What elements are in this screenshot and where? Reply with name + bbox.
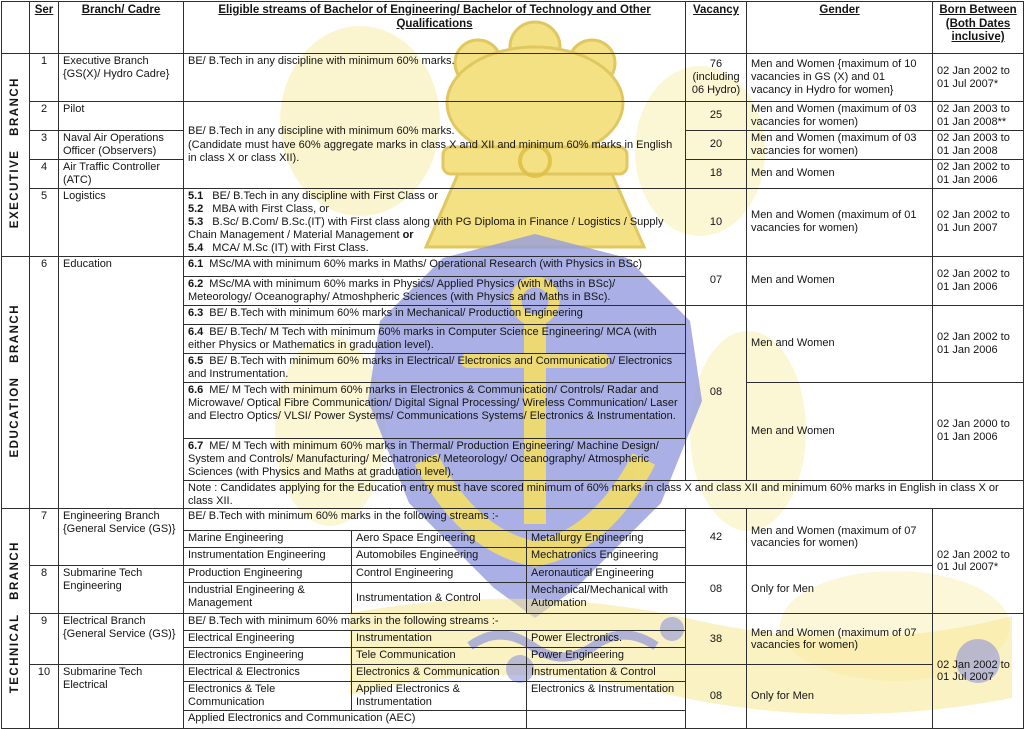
branch-cell: Engineering Branch {General Service (GS)} — [59, 509, 184, 566]
stream-cell: Instrumentation Engineering — [184, 548, 352, 566]
born-cell: 02 Jan 2002 to 01 Jul 2007 — [933, 614, 1024, 729]
eligible-head-cell: BE/ B.Tech with minimum 60% marks in the following streams :- — [184, 509, 686, 531]
recruitment-notice-page — [0, 1, 1024, 725]
born-cell: 02 Jan 2003 to 01 Jan 2008 — [933, 130, 1024, 159]
ser-cell: 2 — [30, 102, 59, 131]
branch-cell: Electrical Branch {General Service (GS)} — [59, 614, 184, 665]
vacancy-cell: 20 — [686, 130, 747, 159]
stream-cell: Marine Engineering — [184, 531, 352, 548]
stream-cell: Applied Electronics & Instrumentation — [352, 682, 527, 711]
vacancy-cell: 07 — [686, 256, 747, 305]
group-label-education-branch: EDUCATION BRANCH — [2, 256, 30, 509]
stream-cell: Electronics & Instrumentation — [527, 682, 686, 711]
born-cell: 02 Jan 2002 to 01 Jan 2006 — [933, 256, 1024, 305]
header-gender: Gender — [747, 2, 933, 54]
gender-cell: Men and Women (maximum of 03 vacancies for women) — [747, 130, 933, 159]
eligible-cell: 6.2 MSc/MA with minimum 60% marks in Physics/ Applied Physics (with Maths in BSc)/ Meteorology/ Oceanography/ Atmoshpheric Sciences (with Physics and Maths in BSc). — [184, 276, 686, 305]
stream-cell: Control Engineering — [352, 566, 527, 583]
stream-cell: Electronics & Tele Communication — [184, 682, 352, 711]
stream-cell: Electronics & Communication — [352, 665, 527, 682]
header-ser: Ser — [30, 2, 59, 54]
stream-cell: Electronics Engineering — [184, 648, 352, 665]
table-row — [2, 614, 1024, 631]
born-cell: 02 Jan 2002 to 01 Jul 2007* — [933, 54, 1024, 102]
table-row — [2, 102, 1024, 131]
gender-cell: Men and Women {maximum of 10 vacancies in GS (X) and 01 vacancy in Hydro for women} — [747, 54, 933, 102]
branch-cell: Naval Air Operations Officer (Observers) — [59, 130, 184, 159]
stream-cell: Instrumentation & Control — [352, 583, 527, 614]
stream-cell: Instrumentation & Control — [527, 665, 686, 682]
vacancy-cell: 42 — [686, 509, 747, 566]
ser-cell: 9 — [30, 614, 59, 665]
vacancy-cell: 10 — [686, 188, 747, 256]
eligible-cell: 6.4 BE/ B.Tech/ M Tech with minimum 60% marks in Computer Science Engineering/ MCA (with either Physics or Mathematics in graduation level). — [184, 324, 686, 353]
table-row — [2, 566, 1024, 583]
stream-cell: Aeronautical Engineering — [527, 566, 686, 583]
recruitment-table — [1, 1, 1024, 729]
eligible-cell: 6.3 BE/ B.Tech with minimum 60% marks in Mechanical/ Production Engineering — [184, 305, 686, 324]
group-label-technical-branch: TECHNICAL BRANCH — [2, 509, 30, 729]
header-branch: Branch/ Cadre — [59, 2, 184, 54]
gender-cell: Men and Women (maximum of 01 vacancies for women) — [747, 188, 933, 256]
vacancy-cell: 08 — [686, 665, 747, 729]
stream-cell: Electrical Engineering — [184, 631, 352, 648]
empty-cell — [527, 711, 686, 729]
stream-cell: Mechatronics Engineering — [527, 548, 686, 566]
header-born: Born Between (Both Dates inclusive) — [933, 2, 1024, 54]
stream-cell: Aero Space Engineering — [352, 531, 527, 548]
born-cell: 02 Jan 2002 to 01 Jan 2006 — [933, 305, 1024, 382]
stream-cell: Mechanical/Mechanical with Automation — [527, 583, 686, 614]
stream-cell: Power Engineering — [527, 648, 686, 665]
table-row — [2, 509, 1024, 531]
stream-cell: Automobiles Engineering — [352, 548, 527, 566]
eligible-cell: BE/ B.Tech in any discipline with minimum 60% marks. (Candidate must have 60% aggregate marks in class X and XII and minimum 60% marks in English in class X or class XII). — [184, 102, 686, 189]
eligible-cell: 5.1 BE/ B.Tech in any discipline with First Class or 5.2 MBA with First Class, or 5.3 B.Sc/ B.Com/ B.Sc.(IT) with First class along with PG Diploma in Finance / Logistics / Supply Chain Management / Material Management or 5.4 MCA/ M.Sc (IT) with First Class. — [184, 188, 686, 256]
header-eligible: Eligible streams of Bachelor of Engineering/ Bachelor of Technology and Other Qualifications — [184, 2, 686, 54]
branch-cell: Pilot — [59, 102, 184, 131]
gender-cell: Men and Women — [747, 256, 933, 305]
stream-cell: Metallurgy Engineering — [527, 531, 686, 548]
stream-cell: Tele Communication — [352, 648, 527, 665]
vacancy-cell: 08 — [686, 305, 747, 480]
gender-cell: Men and Women — [747, 382, 933, 480]
eligible-cell: BE/ B.Tech in any discipline with minimum 60% marks. — [184, 54, 686, 102]
stream-cell: Instrumentation — [352, 631, 527, 648]
corner-cell — [2, 2, 30, 54]
group-label-executive-branch: EXECUTIVE BRANCH — [2, 54, 30, 257]
eligible-cell: 6.1 MSc/MA with minimum 60% marks in Maths/ Operational Research (with Physics in BSc) — [184, 256, 686, 276]
eligible-cell: 6.7 ME/ M Tech with minimum 60% marks in Thermal/ Production Engineering/ Machine Design/ System and Controls/ Manufacturing/ Mechatronics/ Meteorology/ Oceanography/ Atmospheric Sciences (with Physics and Maths at graduation level). — [184, 438, 686, 480]
gender-cell: Men and Women (maximum of 07 vacancies for women) — [747, 509, 933, 566]
ser-cell: 6 — [30, 256, 59, 509]
ser-cell: 8 — [30, 566, 59, 614]
born-cell: 02 Jan 2000 to 01 Jan 2006 — [933, 382, 1024, 480]
branch-cell: Executive Branch {GS(X)/ Hydro Cadre} — [59, 54, 184, 102]
born-cell: 02 Jan 2003 to 01 Jan 2008** — [933, 102, 1024, 131]
table-row — [2, 188, 1024, 256]
ser-cell: 3 — [30, 130, 59, 159]
born-cell: 02 Jan 2002 to 01 Jun 2007 — [933, 188, 1024, 256]
eligible-cell: 6.5 BE/ B.Tech with minimum 60% marks in Electrical/ Electronics and Communication/ Electronics and Instrumentation. — [184, 353, 686, 382]
ser-cell: 7 — [30, 509, 59, 566]
vacancy-cell: 18 — [686, 159, 747, 188]
branch-cell: Education — [59, 256, 184, 509]
header-vacancy: Vacancy — [686, 2, 747, 54]
stream-cell: Electrical & Electronics — [184, 665, 352, 682]
gender-cell: Men and Women (maximum of 03 vacancies for women) — [747, 102, 933, 131]
education-note: Note : Candidates applying for the Education entry must have scored minimum of 60% marks in class X and class XII and minimum 60% marks in English in class X or class XII. — [184, 480, 1024, 509]
gender-cell: Men and Women — [747, 159, 933, 188]
vacancy-cell: 25 — [686, 102, 747, 131]
table-row — [2, 665, 1024, 682]
gender-cell: Only for Men — [747, 665, 933, 729]
eligible-cell: 6.6 ME/ M Tech with minimum 60% marks in Electronics & Communication/ Controls/ Radar and Microwave/ Optical Fibre Communication/ Digital Signal Processing/ Wireless Communication/ Laser and Electro Optics/ VLSI/ Power Systems/ Communications Systems/ Electronics & Instrumentation. — [184, 382, 686, 438]
gender-cell: Men and Women (maximum of 07 vacancies for women) — [747, 614, 933, 665]
stream-cell: Industrial Engineering & Management — [184, 583, 352, 614]
ser-cell: 5 — [30, 188, 59, 256]
branch-cell: Air Traffic Controller (ATC) — [59, 159, 184, 188]
stream-cell: Production Engineering — [184, 566, 352, 583]
table-row — [2, 256, 1024, 276]
table-row — [2, 54, 1024, 102]
ser-cell: 4 — [30, 159, 59, 188]
branch-cell: Submarine Tech Electrical — [59, 665, 184, 729]
ser-cell: 1 — [30, 54, 59, 102]
header-row — [2, 2, 1024, 54]
branch-cell: Logistics — [59, 188, 184, 256]
gender-cell: Men and Women — [747, 305, 933, 382]
vacancy-cell: 08 — [686, 566, 747, 614]
stream-cell: Applied Electronics and Communication (AEC) — [184, 711, 527, 729]
vacancy-cell: 76 (including 06 Hydro) — [686, 54, 747, 102]
born-cell: 02 Jan 2002 to 01 Jan 2006 — [933, 159, 1024, 188]
born-cell: 02 Jan 2002 to 01 Jul 2007* — [933, 509, 1024, 614]
stream-cell: Power Electronics. — [527, 631, 686, 648]
vacancy-cell: 38 — [686, 614, 747, 665]
eligible-head-cell: BE/ B.Tech with minimum 60% marks in the following streams :- — [184, 614, 686, 631]
branch-cell: Submarine Tech Engineering — [59, 566, 184, 614]
ser-cell: 10 — [30, 665, 59, 729]
gender-cell: Only for Men — [747, 566, 933, 614]
